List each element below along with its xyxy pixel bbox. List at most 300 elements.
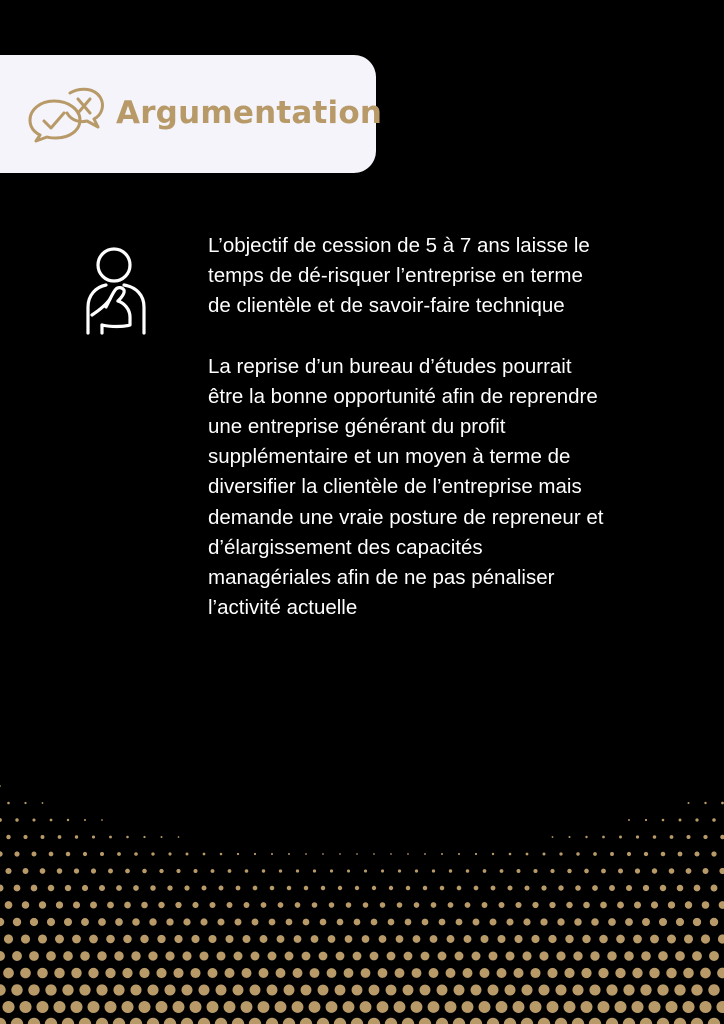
halftone-dot xyxy=(649,968,659,978)
halftone-dot xyxy=(29,951,39,961)
halftone-dot xyxy=(402,1018,414,1024)
halftone-dot xyxy=(708,984,719,995)
halftone-dot xyxy=(19,1001,31,1013)
halftone-dot xyxy=(699,1001,711,1013)
halftone-dot xyxy=(123,935,132,944)
halftone-dot xyxy=(65,885,71,891)
halftone-dot xyxy=(572,1018,584,1024)
halftone-dot xyxy=(658,951,668,961)
halftone-dot xyxy=(607,951,616,960)
halftone-dot xyxy=(517,869,521,873)
halftone-dot xyxy=(627,852,631,856)
halftone-dot xyxy=(693,918,701,926)
halftone-dot xyxy=(589,1018,601,1024)
halftone-dot xyxy=(106,935,115,944)
halftone-dot xyxy=(513,968,523,978)
halftone-dot xyxy=(310,968,320,978)
halftone-dot xyxy=(708,1018,720,1024)
halftone-dot xyxy=(488,985,499,996)
halftone-dot xyxy=(74,868,79,873)
halftone-dot xyxy=(640,984,651,995)
halftone-dot xyxy=(319,952,328,961)
halftone-dot xyxy=(20,968,31,979)
halftone-dot xyxy=(244,902,250,908)
halftone-dot xyxy=(339,853,341,855)
halftone-dot xyxy=(660,885,666,891)
halftone-dot xyxy=(657,984,668,995)
halftone-dot xyxy=(157,935,165,943)
halftone-dot xyxy=(448,902,454,908)
halftone-dot xyxy=(575,885,581,891)
halftone-dot xyxy=(28,984,39,995)
halftone-dot xyxy=(305,853,307,855)
halftone-dot xyxy=(657,1018,669,1024)
halftone-dot xyxy=(148,951,157,960)
halftone-dot xyxy=(720,835,724,840)
halftone-dot xyxy=(480,968,490,978)
halftone-dot xyxy=(208,935,216,943)
halftone-dot xyxy=(216,985,227,996)
halftone-dot xyxy=(695,818,698,821)
halftone-dot xyxy=(54,968,65,979)
paragraph-1: L’objectif de cession de 5 à 7 ans laisse le temps de dé-risquer l’entreprise en terme de clientèle et de savoir-faire technique xyxy=(208,234,590,318)
halftone-dot xyxy=(368,1018,380,1024)
halftone-dot xyxy=(317,1018,329,1024)
halftone-dot xyxy=(0,1018,6,1024)
halftone-dot xyxy=(602,836,605,839)
halftone-dot xyxy=(446,968,456,978)
halftone-dot xyxy=(522,951,531,960)
halftone-dot xyxy=(667,935,676,944)
halftone-dot xyxy=(200,918,207,925)
halftone-dot xyxy=(183,918,190,925)
halftone-dot xyxy=(39,901,46,908)
halftone-dot xyxy=(130,984,141,995)
halftone-dot xyxy=(631,1001,643,1013)
halftone-dot xyxy=(276,968,286,978)
halftone-dot xyxy=(645,819,647,821)
halftone-dot xyxy=(583,902,590,909)
halftone-dot xyxy=(472,952,481,961)
halftone-dot xyxy=(513,1001,525,1013)
halftone-dot xyxy=(335,985,346,996)
halftone-dot xyxy=(245,869,249,873)
halftone-dot xyxy=(567,869,571,873)
halftone-dot xyxy=(88,968,98,978)
halftone-dot xyxy=(42,802,44,804)
halftone-dot xyxy=(66,852,71,857)
halftone-dot xyxy=(322,853,324,855)
halftone-dot xyxy=(32,852,37,857)
halftone-dot xyxy=(45,984,56,995)
halftone-dot xyxy=(147,1018,159,1024)
halftone-dot xyxy=(343,1001,355,1013)
halftone-dot xyxy=(46,951,56,961)
halftone-dot xyxy=(141,902,148,909)
halftone-dot xyxy=(5,901,13,909)
halftone-dot xyxy=(45,1018,57,1024)
halftone-dot xyxy=(361,968,371,978)
halftone-dot xyxy=(190,968,200,978)
halftone-dot xyxy=(653,835,657,839)
halftone-dot xyxy=(311,935,319,943)
halftone-dot xyxy=(369,985,380,996)
halftone-dot xyxy=(199,985,210,996)
halftone-dot xyxy=(487,1018,499,1024)
halftone-dot xyxy=(49,852,54,857)
halftone-dot xyxy=(385,1018,397,1024)
halftone-dot xyxy=(184,885,189,890)
halftone-dot xyxy=(440,886,445,891)
halftone-dot xyxy=(269,919,276,926)
halftone-dot xyxy=(593,852,597,856)
halftone-dot xyxy=(3,968,14,979)
halftone-dot xyxy=(165,951,174,960)
argument-text xyxy=(208,231,678,623)
halftone-dot xyxy=(704,802,706,804)
halftone-dot xyxy=(549,902,555,908)
halftone-dot xyxy=(24,802,26,804)
halftone-dot xyxy=(79,984,90,995)
halftone-dot xyxy=(471,985,482,996)
halftone-dot xyxy=(122,968,132,978)
halftone-dot xyxy=(624,951,634,961)
halftone-dot xyxy=(334,1018,346,1024)
halftone-dot xyxy=(302,952,311,961)
halftone-dot xyxy=(685,901,692,908)
halftone-dot xyxy=(675,951,685,961)
halftone-dot xyxy=(576,852,579,855)
halftone-dot xyxy=(429,968,439,978)
halftone-dot xyxy=(13,918,21,926)
halftone-dot xyxy=(303,919,310,926)
halftone-dot xyxy=(344,968,354,978)
halftone-dot xyxy=(6,835,10,839)
halftone-dot xyxy=(437,985,448,996)
halftone-dot xyxy=(304,886,308,890)
halftone-dot xyxy=(436,1018,448,1024)
halftone-dot xyxy=(40,868,46,874)
halftone-dot xyxy=(686,868,692,874)
halftone-dot xyxy=(11,984,22,995)
halftone-dot xyxy=(313,869,316,872)
halftone-dot xyxy=(505,951,514,960)
halftone-dot xyxy=(105,1001,117,1013)
halftone-dot xyxy=(479,1001,491,1013)
halftone-dot xyxy=(557,918,564,925)
halftone-dot xyxy=(710,918,718,926)
halftone-dot xyxy=(482,902,488,908)
halftone-dot xyxy=(139,1001,151,1013)
halftone-dot xyxy=(441,853,443,855)
halftone-dot xyxy=(32,818,35,821)
halftone-dot xyxy=(449,869,452,872)
halftone-dot xyxy=(371,919,378,926)
halftone-dot xyxy=(261,902,267,908)
halftone-dot xyxy=(674,984,685,995)
halftone-dot xyxy=(523,918,530,925)
halftone-dot xyxy=(389,886,393,890)
halftone-dot xyxy=(215,1018,227,1024)
halftone-dot xyxy=(181,1018,193,1024)
halftone-dot xyxy=(558,885,563,890)
halftone-dot xyxy=(56,901,63,908)
halftone-dot xyxy=(72,935,81,944)
halftone-dot xyxy=(488,951,497,960)
halftone-dot xyxy=(113,984,124,995)
halftone-dot xyxy=(92,835,95,838)
halftone-dot xyxy=(721,802,724,805)
halftone-dot xyxy=(530,1001,542,1013)
halftone-dot xyxy=(403,985,414,996)
halftone-dot xyxy=(337,919,344,926)
halftone-dot xyxy=(608,918,616,926)
halftone-dot xyxy=(473,919,480,926)
halftone-dot xyxy=(474,886,479,891)
halftone-dot xyxy=(683,968,694,979)
halftone-dot xyxy=(23,835,27,839)
halftone-dot xyxy=(363,902,369,908)
halftone-dot xyxy=(178,836,180,838)
halftone-dot xyxy=(370,952,379,961)
halftone-dot xyxy=(284,985,295,996)
halftone-dot xyxy=(142,869,147,874)
halftone-dot xyxy=(640,1018,652,1024)
halftone-dot xyxy=(412,968,422,978)
halftone-dot xyxy=(173,1001,185,1013)
halftone-dot xyxy=(703,835,707,839)
halftone-dots-decoration xyxy=(0,780,724,1024)
halftone-dot xyxy=(617,902,624,909)
halftone-dot xyxy=(390,853,392,855)
halftone-dot xyxy=(420,985,431,996)
halftone-dot xyxy=(96,984,107,995)
halftone-dot xyxy=(260,935,268,943)
halftone-dot xyxy=(97,951,107,961)
halftone-dot xyxy=(216,951,225,960)
halftone-dot xyxy=(632,968,642,978)
halftone-dot xyxy=(692,951,702,961)
halftone-dot xyxy=(709,951,719,961)
halftone-dot xyxy=(0,951,5,961)
halftone-dot xyxy=(505,985,516,996)
halftone-dot xyxy=(555,1018,567,1024)
halftone-dot xyxy=(432,869,435,872)
halftone-dot xyxy=(241,1001,253,1013)
halftone-dot xyxy=(275,1001,287,1013)
halftone-dot xyxy=(268,952,277,961)
halftone-dot xyxy=(515,902,521,908)
halftone-dot xyxy=(447,935,455,943)
halftone-dot xyxy=(719,901,724,909)
halftone-dot xyxy=(556,951,565,960)
halftone-dot xyxy=(243,935,251,943)
halftone-dot xyxy=(251,952,260,961)
halftone-dot xyxy=(89,935,98,944)
halftone-dot xyxy=(11,1018,23,1024)
halftone-dot xyxy=(413,935,421,943)
halftone-dot xyxy=(326,1001,338,1013)
halftone-dot xyxy=(186,853,189,856)
halftone-dot xyxy=(134,852,138,856)
debate-chat-bubbles-icon xyxy=(26,85,106,143)
halftone-dot xyxy=(559,852,562,855)
halftone-dot xyxy=(252,919,259,926)
halftone-dot xyxy=(398,869,401,872)
halftone-dot xyxy=(379,935,387,943)
halftone-dot xyxy=(198,1018,210,1024)
halftone-dot xyxy=(217,918,224,925)
halftone-dot xyxy=(175,902,181,908)
halftone-dot xyxy=(267,985,278,996)
halftone-dot xyxy=(405,919,412,926)
halftone-dot xyxy=(496,1001,508,1013)
halftone-dot xyxy=(166,918,173,925)
halftone-dot xyxy=(522,985,533,996)
halftone-dot xyxy=(149,918,156,925)
halftone-dot xyxy=(193,869,197,873)
halftone-dot xyxy=(139,968,149,978)
halftone-dot xyxy=(209,902,215,908)
halftone-dot xyxy=(623,1018,635,1024)
halftone-dot xyxy=(36,1001,48,1013)
halftone-dot xyxy=(650,935,659,944)
halftone-dot xyxy=(232,1018,244,1024)
halftone-dot xyxy=(584,869,589,874)
halftone-dot xyxy=(396,935,404,943)
halftone-dot xyxy=(58,835,62,839)
halftone-dot xyxy=(386,985,397,996)
halftone-dot xyxy=(207,1001,219,1013)
halftone-dot xyxy=(203,853,206,856)
halftone-dot xyxy=(387,952,396,961)
halftone-dot xyxy=(565,935,573,943)
halftone-dot xyxy=(691,1018,703,1024)
halftone-dot xyxy=(293,968,303,978)
halftone-dot xyxy=(50,819,53,822)
halftone-dot xyxy=(666,968,677,979)
halftone-dot xyxy=(220,853,223,856)
halftone-dot xyxy=(53,1001,65,1013)
halftone-dot xyxy=(351,1018,363,1024)
halftone-dot xyxy=(156,1001,168,1013)
halftone-dot xyxy=(636,835,639,838)
halftone-dot xyxy=(258,1001,270,1013)
halftone-dot xyxy=(661,852,666,857)
halftone-dot xyxy=(288,853,290,855)
halftone-dot xyxy=(548,935,556,943)
halftone-dot xyxy=(678,852,683,857)
page-title: Argumentation xyxy=(116,95,383,131)
halftone-dot xyxy=(532,902,538,908)
halftone-dot xyxy=(686,835,690,839)
halftone-dot xyxy=(71,968,81,978)
halftone-dot xyxy=(431,902,437,908)
halftone-dot xyxy=(566,902,572,908)
halftone-dot xyxy=(618,868,623,873)
halftone-dot xyxy=(285,952,294,961)
halftone-dot xyxy=(30,918,38,926)
halftone-dot xyxy=(300,1018,312,1024)
halftone-dot xyxy=(164,984,175,995)
halftone-dot xyxy=(642,918,650,926)
halftone-dot xyxy=(394,1001,406,1013)
halftone-dot xyxy=(711,885,718,892)
halftone-dot xyxy=(373,853,375,855)
halftone-dot xyxy=(616,935,625,944)
halftone-dot xyxy=(156,968,166,978)
halftone-dot xyxy=(336,952,345,961)
halftone-dot xyxy=(190,1001,202,1013)
halftone-dot xyxy=(606,1018,618,1024)
halftone-dot xyxy=(174,935,182,943)
halftone-dot xyxy=(462,1001,474,1013)
halftone-dot xyxy=(665,1001,677,1013)
halftone-dot xyxy=(0,818,2,822)
halftone-dot xyxy=(504,1018,516,1024)
halftone-dot xyxy=(114,951,123,960)
halftone-dot xyxy=(38,934,47,943)
halftone-dot xyxy=(526,853,529,856)
halftone-dot xyxy=(538,1018,550,1024)
halftone-dot xyxy=(327,968,337,978)
halftone-dot xyxy=(644,852,648,856)
halftone-dot xyxy=(113,1018,125,1024)
halftone-dot xyxy=(568,836,570,838)
halftone-dot xyxy=(7,802,10,805)
halftone-dot xyxy=(228,869,232,873)
halftone-dot xyxy=(321,886,325,890)
halftone-dot xyxy=(4,934,13,943)
halftone-dot xyxy=(585,836,587,838)
halftone-dot xyxy=(22,901,30,909)
halftone-dot xyxy=(589,984,600,995)
halftone-dot xyxy=(674,1018,686,1024)
halftone-dot xyxy=(143,836,145,838)
halftone-dot xyxy=(676,918,684,926)
halftone-dot xyxy=(463,968,473,978)
paragraph-2: La reprise d’un bureau d’études pourrait être la bonne opportunité afin de reprendre une entreprise générant du profit supplémentaire et un moyen à terme de diversifier la clientèle de l’entreprise mais demande une vraie posture de repreneur et d’élargissement des capacités managériales afin de ne pas pénaliser l’activité actuelle xyxy=(208,354,604,620)
halftone-dot xyxy=(88,1001,100,1013)
halftone-dot xyxy=(641,951,651,961)
halftone-dot xyxy=(700,968,711,979)
halftone-dot xyxy=(719,868,724,874)
halftone-dot xyxy=(415,869,418,872)
halftone-dot xyxy=(679,819,682,822)
halftone-dot xyxy=(615,968,625,978)
halftone-dot xyxy=(491,886,496,891)
halftone-dot xyxy=(445,1001,457,1013)
halftone-dot xyxy=(125,869,130,874)
halftone-dot xyxy=(41,835,45,839)
halftone-dot xyxy=(615,1001,627,1013)
halftone-dot xyxy=(242,968,252,978)
halftone-dot xyxy=(421,952,430,961)
halftone-dot xyxy=(116,885,122,891)
halftone-dot xyxy=(717,968,724,979)
halftone-dot xyxy=(430,935,438,943)
halftone-dot xyxy=(161,836,163,838)
halftone-dot xyxy=(211,869,215,873)
halftone-dot xyxy=(132,918,140,926)
halftone-dot xyxy=(181,984,192,995)
halftone-dot xyxy=(131,951,140,960)
halftone-dot xyxy=(635,868,640,873)
halftone-dot xyxy=(237,853,239,855)
halftone-dot xyxy=(378,968,388,978)
halftone-dot xyxy=(0,785,1,787)
halftone-dot xyxy=(542,852,545,855)
